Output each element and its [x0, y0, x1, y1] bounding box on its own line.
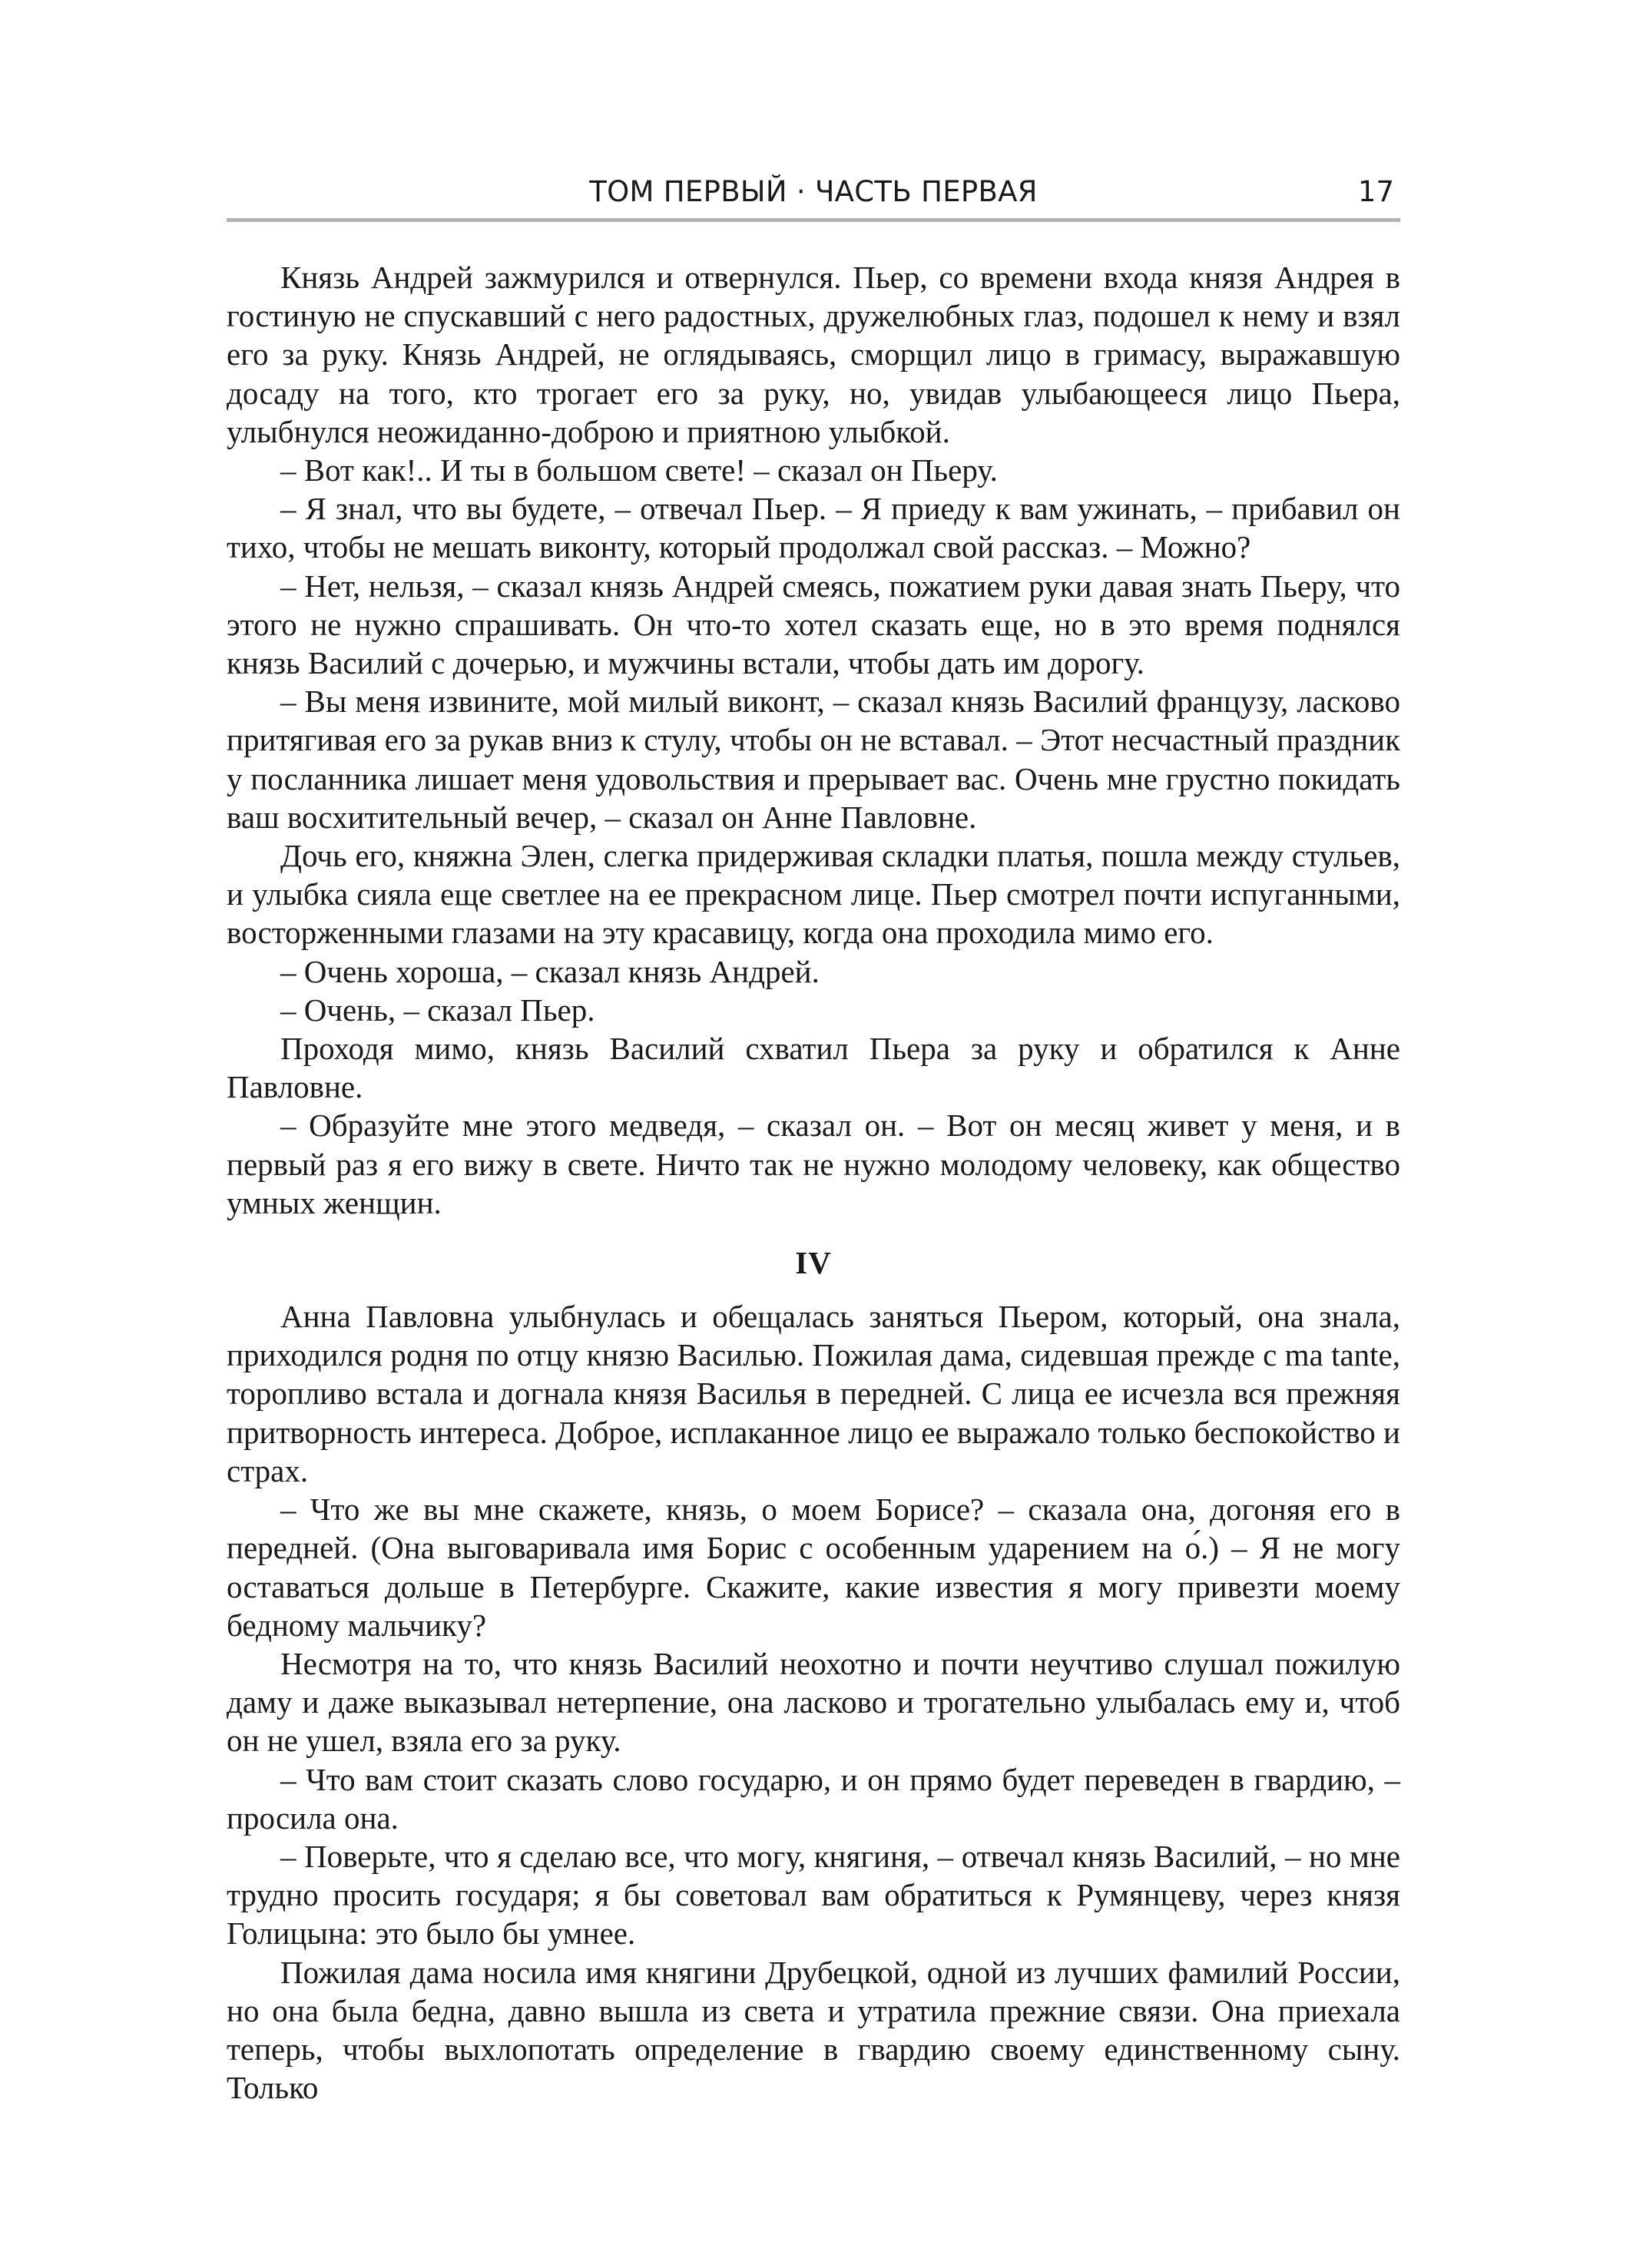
chapter-heading: IV — [795, 1245, 832, 1281]
paragraph: Проходя мимо, князь Василий схватил Пьера за руку и обратился к Анне Павловне. — [227, 1031, 1400, 1105]
page-number: 17 — [1357, 175, 1394, 208]
running-title: ТОМ ПЕРВЫЙ · ЧАСТЬ ПЕРВАЯ — [589, 175, 1038, 208]
paragraph: Пожилая дама носила имя княгини Друбецкой, одной из лучших фамилий России, но она была бедна, давно вышла из света и утратила прежние связи. Она приехала теперь, чтобы выхлопотать определение в гвардию своему единственному сыну. Только — [227, 1954, 1400, 2106]
paragraph: – Очень хороша, – сказал князь Андрей. — [280, 953, 820, 989]
paragraph: – Нет, нельзя, – сказал князь Андрей смеясь, пожатием руки давая знать Пьеру, что этого не нужно спрашивать. Он что-то хотел сказать еще, но в это время поднялся князь Василий с дочерью, и мужчины встали, чтобы дать им дорогу. — [227, 568, 1400, 681]
paragraph: – Поверьте, что я сделаю все, что могу, княгиня, – отвечал князь Василий, – но мне трудно просить государя; я бы советовал вам обратиться к Румянцеву, через князя Голицына: это было бы умнее. — [227, 1838, 1400, 1952]
paragraph: – Очень, – сказал Пьер. — [280, 992, 595, 1028]
paragraph: – Я знал, что вы будете, – отвечал Пьер. – Я приеду к вам ужинать, – прибавил он тихо, чтобы не мешать виконту, который продолжал свой рассказ. – Можно? — [227, 491, 1400, 565]
paragraph: Дочь его, княжна Элен, слегка придерживая складки платья, пошла между стульев, и улыбка сияла еще светлее на ее прекрасном лице. Пьер смотрел почти испуганными, восторженными глазами на эту красавицу, когда она проходила мимо его. — [227, 838, 1400, 951]
body-text — [227, 258, 1400, 2107]
paragraph: – Вы меня извините, мой милый виконт, – сказал князь Василий французу, ласково притягивая его за рукав вниз к стулу, чтобы он не вставал. – Этот несчастный праздник у посланника лишает меня удовольствия и прерывает вас. Очень мне грустно покидать ваш восхитительный вечер, – сказал он Анне Павловне. — [227, 684, 1400, 835]
paragraph: – Образуйте мне этого медведя, – сказал он. – Вот он месяц живет у меня, и в первый раз я его вижу в свете. Ничто так не нужно молодому человеку, как общество умных женщин. — [227, 1108, 1400, 1220]
paragraph: Анна Павловна улыбнулась и обещалась заняться Пьером, который, она знала, приходился родня по отцу князю Василью. Пожилая дама, сидевшая прежде с ma tante, торопливо встала и догнала князя Василья в передней. С лица ее исчезла вся прежняя притворность интереса. Доброе, исплаканное лицо ее выражало только беспокойство и страх. — [227, 1299, 1400, 1488]
paragraph: – Что вам стоит сказать слово государю, и он прямо будет переведен в гвардию, – просила она. — [227, 1761, 1400, 1836]
paragraph: – Вот как!.. И ты в большом свете! – сказал он Пьеру. — [280, 452, 998, 488]
running-header — [227, 171, 1400, 222]
paragraph: Несмотря на то, что князь Василий неохотно и почти неучтиво слушал пожилую даму и даже выказывал нетерпение, она ласково и трогательно улыбалась ему и, чтоб он не ушел, взяла его за руку. — [227, 1645, 1400, 1759]
paragraph: – Что же вы мне скажете, князь, о моем Борисе? – сказала она, догоняя его в передней. (Она выговаривала имя Борис с особенным ударением на о́.) – Я не могу оставаться дольше в Петербурге. Скажите, какие известия я могу привезти моему бедному мальчику? — [227, 1492, 1400, 1643]
paragraph: Князь Андрей зажмурился и отвернулся. Пьер, со времени входа князя Андрея в гостиную не спускавший с него радостных, дружелюбных глаз, подошел к нему и взял его за руку. Князь Андрей, не оглядываясь, сморщил лицо в гримасу, выражавшую досаду на того, кто трогает его за руку, но, увидав улыбающееся лицо Пьера, улыбнулся неожиданно-доброю и приятною улыбкой. — [227, 260, 1400, 449]
